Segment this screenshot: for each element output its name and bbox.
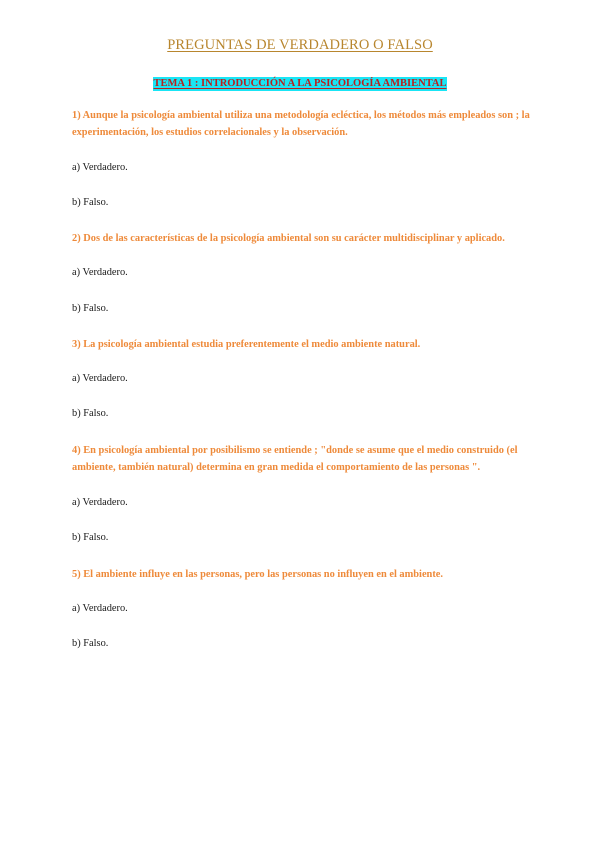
question-2: 2) Dos de las características de la psicología ambiental son su carácter multidisciplinar y aplicado. xyxy=(72,233,505,244)
question-2-option-b: b) Falso. xyxy=(72,303,109,314)
page-title: PREGUNTAS DE VERDADERO O FALSO xyxy=(167,37,433,53)
question-4: 4) En psicología ambiental por posibilismo se entiende ; "donde se asume que el medio construido (el ambiente, también natural) determina en gran medida el comportamiento de las personas ". xyxy=(72,445,518,473)
question-4-option-b: b) Falso. xyxy=(72,532,109,543)
question-1-option-b: b) Falso. xyxy=(72,197,109,208)
question-5-option-b: b) Falso. xyxy=(72,638,109,649)
question-5-option-a: a) Verdadero. xyxy=(72,603,128,614)
question-3: 3) La psicología ambiental estudia preferentemente el medio ambiente natural. xyxy=(72,339,421,350)
question-1-option-a: a) Verdadero. xyxy=(72,162,128,173)
question-4-option-a: a) Verdadero. xyxy=(72,497,128,508)
question-3-option-b: b) Falso. xyxy=(72,408,109,419)
question-5: 5) El ambiente influye en las personas, pero las personas no influyen en el ambiente. xyxy=(72,569,444,580)
tema-heading-wrap xyxy=(0,73,600,91)
question-2-option-a: a) Verdadero. xyxy=(72,267,128,278)
question-3-option-a: a) Verdadero. xyxy=(72,373,128,384)
tema-heading: TEMA 1 : INTRODUCCIÓN A LA PSICOLOGÍA AMBIENTAL xyxy=(153,78,447,89)
question-1: 1) Aunque la psicología ambiental utiliza una metodología ecléctica, los métodos más empleados son ; la experimentación, los estudios correlacionales y la observación. xyxy=(72,110,530,138)
